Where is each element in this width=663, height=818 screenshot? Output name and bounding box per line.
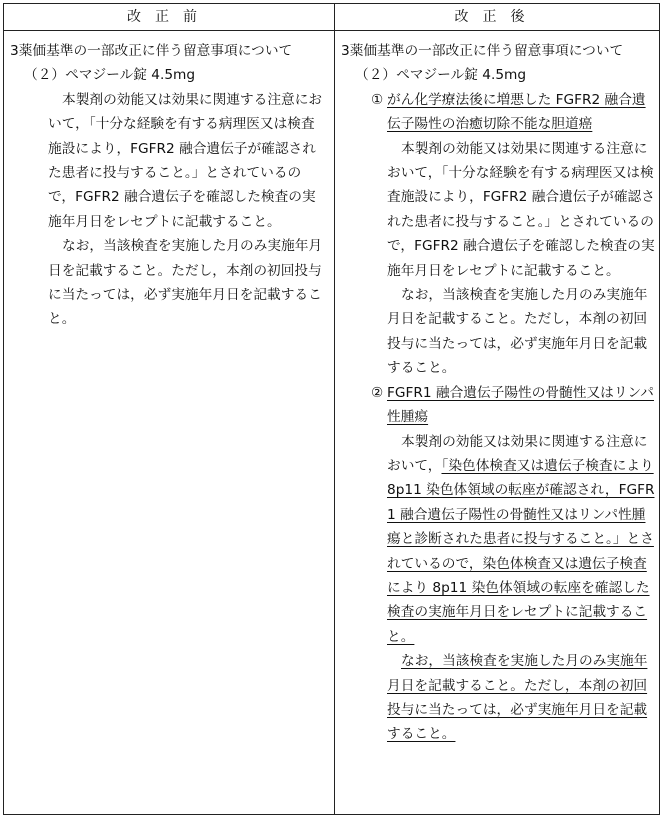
after-item-2 xyxy=(341,381,655,430)
item-2-paragraph-2: なお，当該検査を実施した月のみ実施年月日を記載すること。ただし，本剤の初回投与に当たっては，必ず実施年月日を記載すること。 xyxy=(387,653,648,743)
after-section-number: 3 xyxy=(341,43,350,59)
item-2-paragraph-1 xyxy=(341,430,655,650)
before-paragraph-2: なお，当該検査を実施した月のみ実施年月日を記載すること。ただし，本剤の初回投与に当たっては，必ず実施年月日を記載すること。 xyxy=(48,238,323,328)
after-sub-item: （２）ペマジール錠 4.5mg xyxy=(355,67,527,84)
item-1-paragraph-1: 本製剤の効能又は効果に関連する注意において，「十分な経験を有する病理医又は検査施設により，FGFR2 融合遺伝子が確認された患者に投与すること。」とされているので，FGFR2 融合遺伝子を確認した検査の実施年月日をレセプトに記載すること。 xyxy=(387,140,655,279)
after-section-heading xyxy=(341,39,655,63)
item-1-paragraph-2: なお，当該検査を実施した月のみ実施年月日を記載すること。ただし，本剤の初回投与に当たっては，必ず実施年月日を記載すること。 xyxy=(387,287,648,377)
before-sub-item: （２）ペマジール錠 4.5mg xyxy=(24,67,196,84)
before-paragraph-1: 本製剤の効能又は効果に関連する注意において，「十分な経験を有する病理医又は検査施設により，FGFR2 融合遺伝子が確認された患者に投与すること。」とされているので，FGFR2 融合遺伝子を確認した検査の実施年月日をレセプトに記載すること。 xyxy=(48,91,323,230)
item-2-paragraph-1-changed: 「染色体検査又は遺伝子検査により 8p11 染色体領域の転座が確認され，FGFR1 融合遺伝子陽性の骨髄性又はリンパ性腫瘍と診断された患者に投与すること。」とされているので，染色体検査又は遺伝子検査により 8p11 染色体領域の転座を確認した検査の実施年月日をレセプトに記載すること。 xyxy=(387,457,655,645)
before-section-number: 3 xyxy=(10,43,19,59)
after-item-1 xyxy=(341,88,655,137)
item-2-title: FGFR1 融合遺伝子陽性の骨髄性又はリンパ性腫瘍 xyxy=(387,384,654,426)
header-before: 改正前 xyxy=(4,4,334,31)
before-section-heading xyxy=(10,39,328,63)
item-1-title: がん化学療法後に増悪した FGFR2 融合遺伝子陽性の治癒切除不能な胆道癌 xyxy=(387,91,646,133)
item-2-paragraph-1-lead: 本製剤の効能又は効果に関連する注意において， xyxy=(387,433,648,474)
after-column xyxy=(341,39,655,747)
item-2-marker: ② xyxy=(371,384,384,401)
comparison-table xyxy=(3,3,660,815)
after-section-title: 薬価基準の一部改正に伴う留意事項について xyxy=(349,43,624,59)
before-section-title: 薬価基準の一部改正に伴う留意事項について xyxy=(18,43,293,59)
column-divider xyxy=(334,4,335,814)
item-1-marker: ① xyxy=(371,91,384,108)
before-column xyxy=(10,39,328,332)
header-after: 改正後 xyxy=(334,4,659,31)
